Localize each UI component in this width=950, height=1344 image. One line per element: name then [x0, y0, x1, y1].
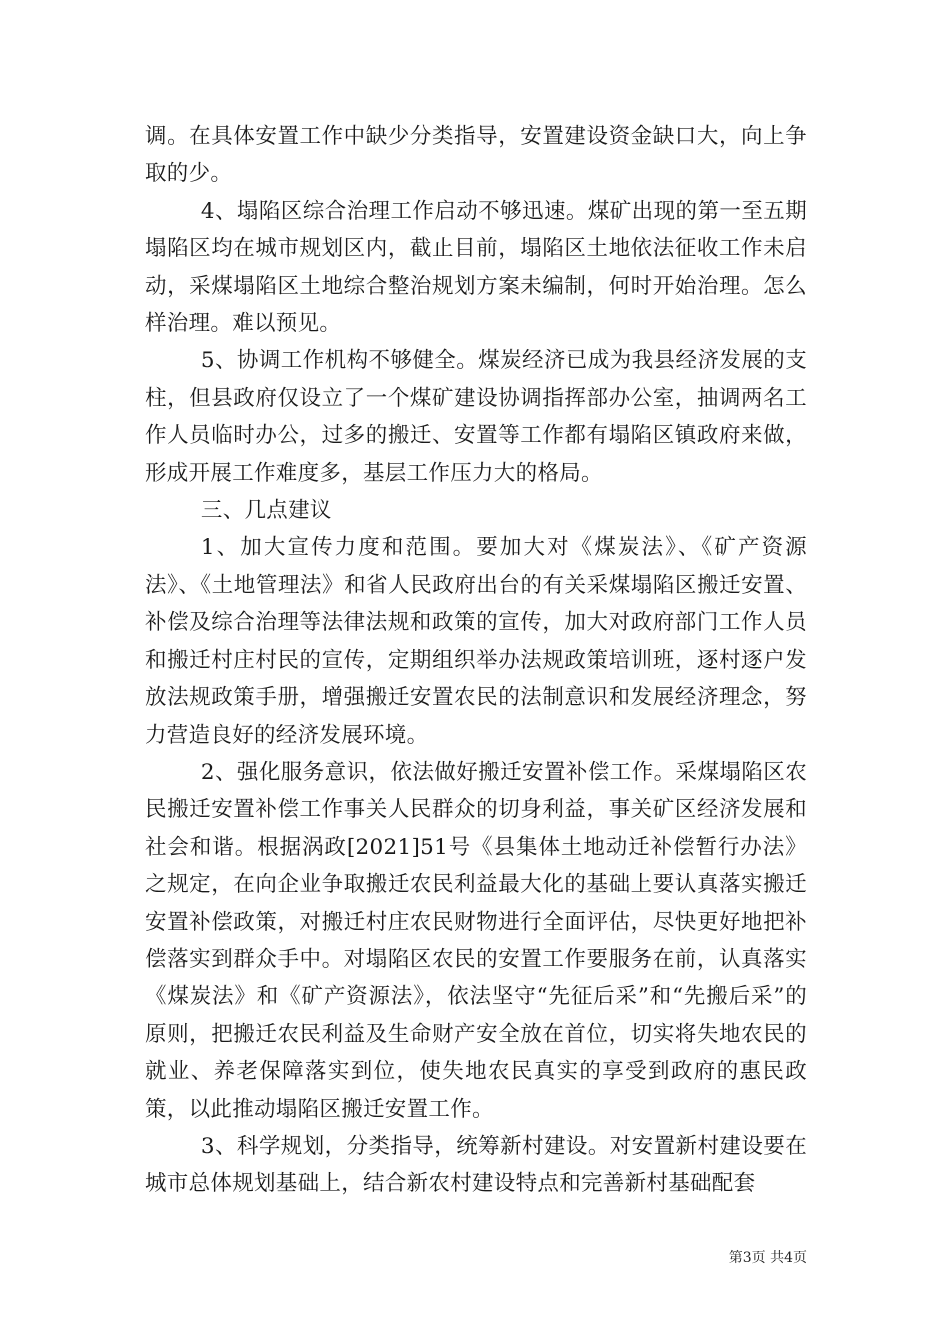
paragraph-item-5: 5、协调工作机构不够健全。煤炭经济已成为我县经济发展的支柱，但县政府仅设立了一个煤矿建设协调指挥部办公室，抽调两名工作人员临时办公，过多的搬迁、安置等工作都有塌陷区镇政府来做，形成开展工作难度多，基层工作压力大的格局。 — [145, 348, 807, 486]
paragraph-continuation: 调。在具体安置工作中缺少分类指导，安置建设资金缺口大，向上争取的少。 — [145, 124, 807, 187]
paragraph-suggestion-2: 2、强化服务意识，依法做好搬迁安置补偿工作。采煤塌陷区农民搬迁安置补偿工作事关人民群众的切身利益，事关矿区经济发展和社会和谐。根据涡政[2021]51号《县集体土地动迁补偿暂行办法》之规定，在向企业争取搬迁农民利益最大化的基础上要认真落实搬迁安置补偿政策，对搬迁村庄农民财物进行全面评估，尽快更好地把补偿落实到群众手中。对塌陷区农民的安置工作要服务在前，认真落实《煤炭法》和《矿产资源法》，依法坚守“先征后采”和“先搬后采”的原则，把搬迁农民利益及生命财产安全放在首位，切实将失地农民的就业、养老保障落实到位，使失地农民真实的享受到政府的惠民政策，以此推动塌陷区搬迁安置工作。 — [145, 759, 807, 1122]
page-number-footer: 第3页 共4页 — [728, 1250, 807, 1266]
paragraph-item-4: 4、塌陷区综合治理工作启动不够迅速。煤矿出现的第一至五期塌陷区均在城市规划区内，截止目前，塌陷区土地依法征收工作未启动，采煤塌陷区土地综合整治规划方案未编制，何时开始治理。怎么样治理。难以预见。 — [145, 198, 807, 337]
document-body — [145, 118, 807, 1203]
paragraph-suggestion-1: 1、加大宣传力度和范围。要加大对《煤炭法》、《矿产资源法》、《土地管理法》和省人民政府出台的有关采煤塌陷区搬迁安置、补偿及综合治理等法律法规和政策的宣传，加大对政府部门工作人员和搬迁村庄村民的宣传，定期组织举办法规政策培训班，逐村逐户发放法规政策手册，增强搬迁安置农民的法制意识和发展经济理念，努力营造良好的经济发展环境。 — [145, 535, 807, 748]
section-heading-suggestions: 三、几点建议 — [200, 498, 332, 524]
paragraph-suggestion-3: 3、科学规划，分类指导，统筹新村建设。对安置新村建设要在城市总体规划基础上，结合新农村建设特点和完善新村基础配套 — [145, 1133, 807, 1197]
